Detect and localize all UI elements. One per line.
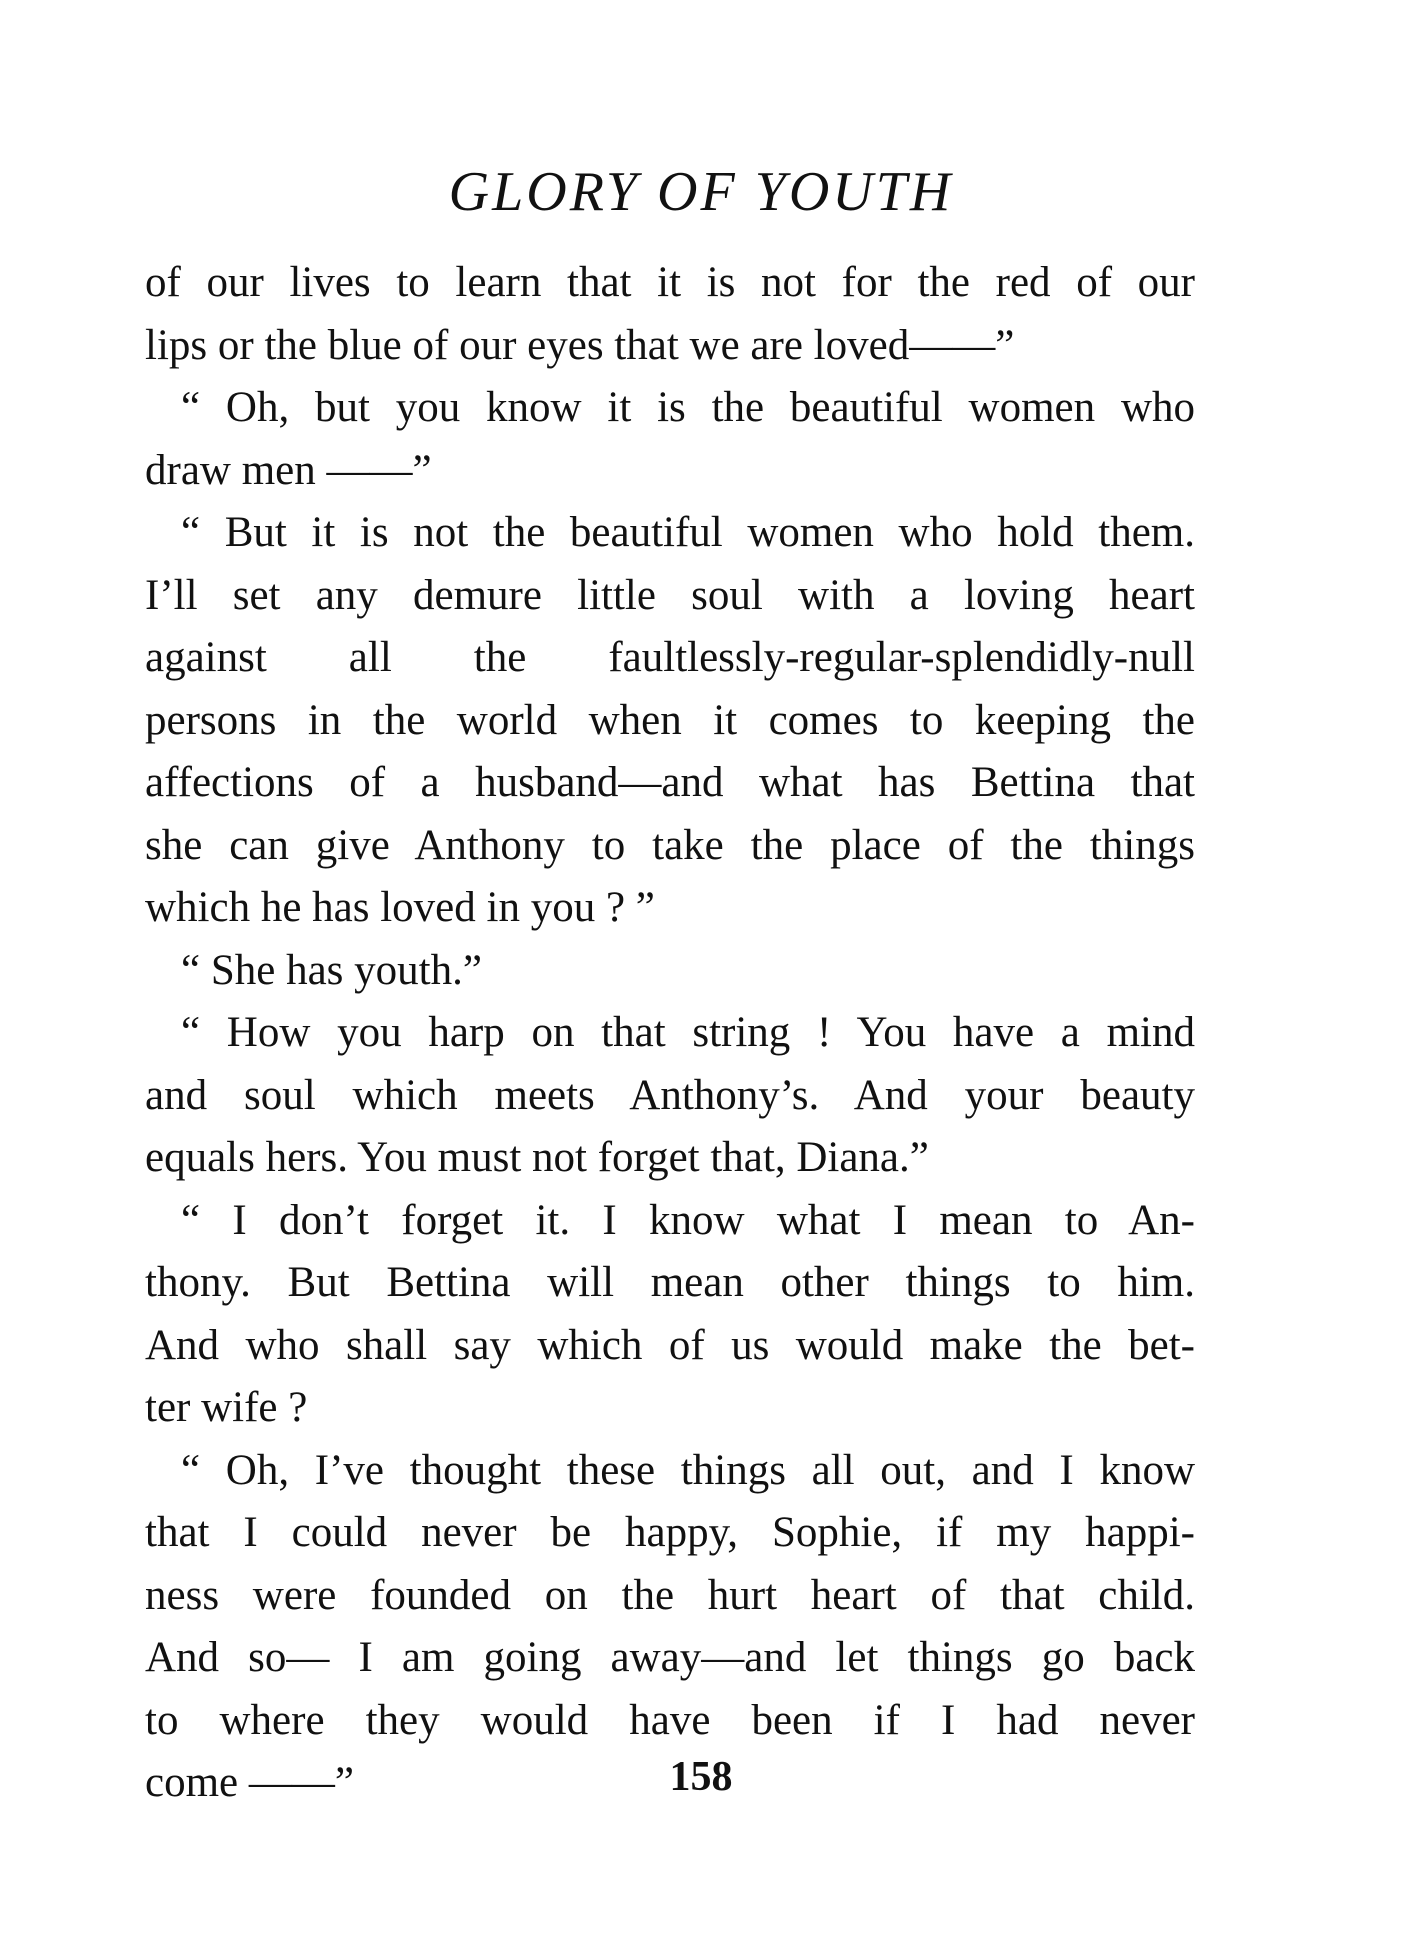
text-line: come ——” <box>145 1759 354 1806</box>
text-line: affections of a husband—and what has Bettina that <box>145 759 1195 806</box>
text-line: equals hers. You must not forget that, Diana.” <box>145 1134 929 1181</box>
text-line: “ How you harp on that string ! You have a mind <box>181 1009 1195 1056</box>
text-line: ness were founded on the hurt heart of that child. <box>145 1571 1195 1619</box>
text-line: draw men ——” <box>145 446 432 494</box>
text-line: against all the faultlessly-regular-splendidly-null <box>145 634 1195 681</box>
text-line: she can give Anthony to take the place of the things <box>145 821 1195 869</box>
text-line: “ Oh, but you know it is the beautiful women who <box>181 384 1195 431</box>
text-line: which he has loved in you ? ” <box>145 884 655 931</box>
text-line: of our lives to learn that it is not for the red of our <box>145 259 1195 306</box>
text-line: that I could never be happy, Sophie, if my happi- <box>145 1509 1195 1556</box>
text-line: persons in the world when it comes to keeping the <box>145 696 1195 744</box>
running-header: GLORY OF YOUTH <box>448 161 954 223</box>
text-line: And so— I am going away—and let things go back <box>145 1634 1195 1681</box>
page-number: 158 <box>669 1754 733 1800</box>
text-line: I’ll set any demure little soul with a loving heart <box>145 571 1195 619</box>
text-line: lips or the blue of our eyes that we are loved——” <box>145 321 1015 369</box>
text-line: to where they would have been if I had never <box>145 1696 1195 1744</box>
text-line: and soul which meets Anthony’s. And your beauty <box>145 1071 1195 1119</box>
body-text <box>145 252 1195 1815</box>
text-line: And who shall say which of us would make the bet- <box>145 1321 1195 1369</box>
text-line: thony. But Bettina will mean other things to him. <box>145 1259 1195 1306</box>
text-line: “ But it is not the beautiful women who hold them. <box>181 509 1195 556</box>
text-line: ter wife ? <box>145 1384 308 1431</box>
text-line: “ I don’t forget it. I know what I mean to An- <box>181 1196 1195 1244</box>
text-line: “ Oh, I’ve thought these things all out, and I know <box>181 1446 1195 1494</box>
text-line: “ She has youth.” <box>181 946 482 994</box>
